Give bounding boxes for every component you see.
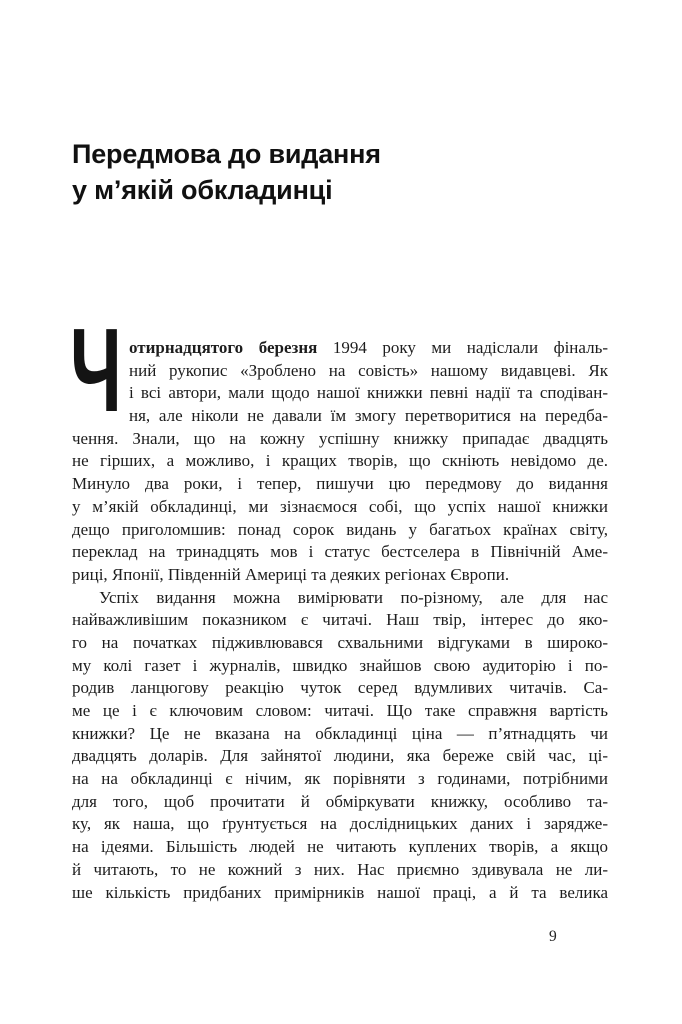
- text-line: дещо приголомшив: понад сорок видань у багатьох країнах світу,: [72, 519, 608, 539]
- text-line: ку, як наша, що ґрунтується на дослідницьких даних і зарядже-: [72, 814, 608, 834]
- text-line: Успіх видання можна вимірювати по-різному, але для нас: [99, 587, 608, 607]
- paragraph-1: [72, 360, 608, 587]
- text-line: не гірших, а можливо, і кращих творів, що скніють невідомо де.: [72, 451, 608, 471]
- text-line: двадцять доларів. Для зайнятої людини, яка береже свій час, ці-: [72, 746, 608, 766]
- drop-cap: [70, 304, 129, 437]
- text-line: ме це і є ключовим словом: читачі. Що таке справжня вартість: [72, 701, 608, 720]
- text-line: книжки? Це не вказана на обкладинці ціна — п’ятнадцять чи: [72, 723, 608, 743]
- text-line: найважливішим показником є читачі. Наш твір, інтерес до яко-: [72, 610, 608, 630]
- paragraph-2: [72, 587, 608, 905]
- text-line: го на початках підживлювався схвальними відгуками в широко-: [72, 632, 608, 652]
- text-line: Минуло два роки, і тепер, пишучи цю передмову до видання: [72, 474, 608, 494]
- text-line: чення. Знали, що на кожну успішну книжку припадає двадцять: [72, 428, 608, 448]
- text-line: на на обкладинці є нічим, як порівняти з годинами, потрібними: [72, 769, 608, 789]
- chapter-title: [72, 136, 612, 208]
- text-line-first: [129, 337, 608, 360]
- text-line: для того, щоб прочитати й обміркувати книжку, особливо та-: [72, 791, 608, 811]
- chapter-title-line-1: Передмова до видання: [72, 139, 381, 169]
- text-line: у м’якій обкладинці, ми зізнаємося собі, що успіх нашої книжки: [72, 496, 608, 516]
- text-run: 1994 року ми надіслали фіналь-: [317, 338, 608, 357]
- text-line: і всі автори, мали щодо нашої книжки певні надії та сподіван-: [129, 383, 608, 403]
- page-number: 9: [549, 928, 557, 945]
- chapter-title-line-2: у м’якій обкладинці: [72, 175, 333, 205]
- text-line: на ідеями. Більшість людей не читають куплених творів, а якщо: [72, 837, 608, 857]
- text-line: переклад на тринадцять мов і статус бестселера в Північній Аме-: [72, 542, 608, 562]
- text-line: му колі газет і журналів, швидко знайшов свою аудиторію і по-: [72, 655, 608, 675]
- drop-cap-letter: Ч: [70, 304, 122, 437]
- body-text: [70, 304, 608, 904]
- text-line: ний рукопис «Зроблено на совість» нашому видавцеві. Як: [129, 360, 608, 380]
- text-line: родив ланцюгову реакцію чуток серед вдумливих читачів. Са-: [72, 678, 608, 698]
- lead-bold-text: отирнадцятого березня: [129, 338, 318, 357]
- text-line: ня, але ніколи не давали їм змогу перетворитися на передба-: [129, 406, 608, 426]
- text-line: й читають, то не кожний з них. Нас приємно здивувала не ли-: [72, 859, 608, 879]
- text-line: риці, Японії, Південній Америці та деяких регіонах Європи.: [72, 564, 510, 584]
- text-line: ше кількість придбаних примірників нашої праці, а й та велика: [72, 882, 608, 902]
